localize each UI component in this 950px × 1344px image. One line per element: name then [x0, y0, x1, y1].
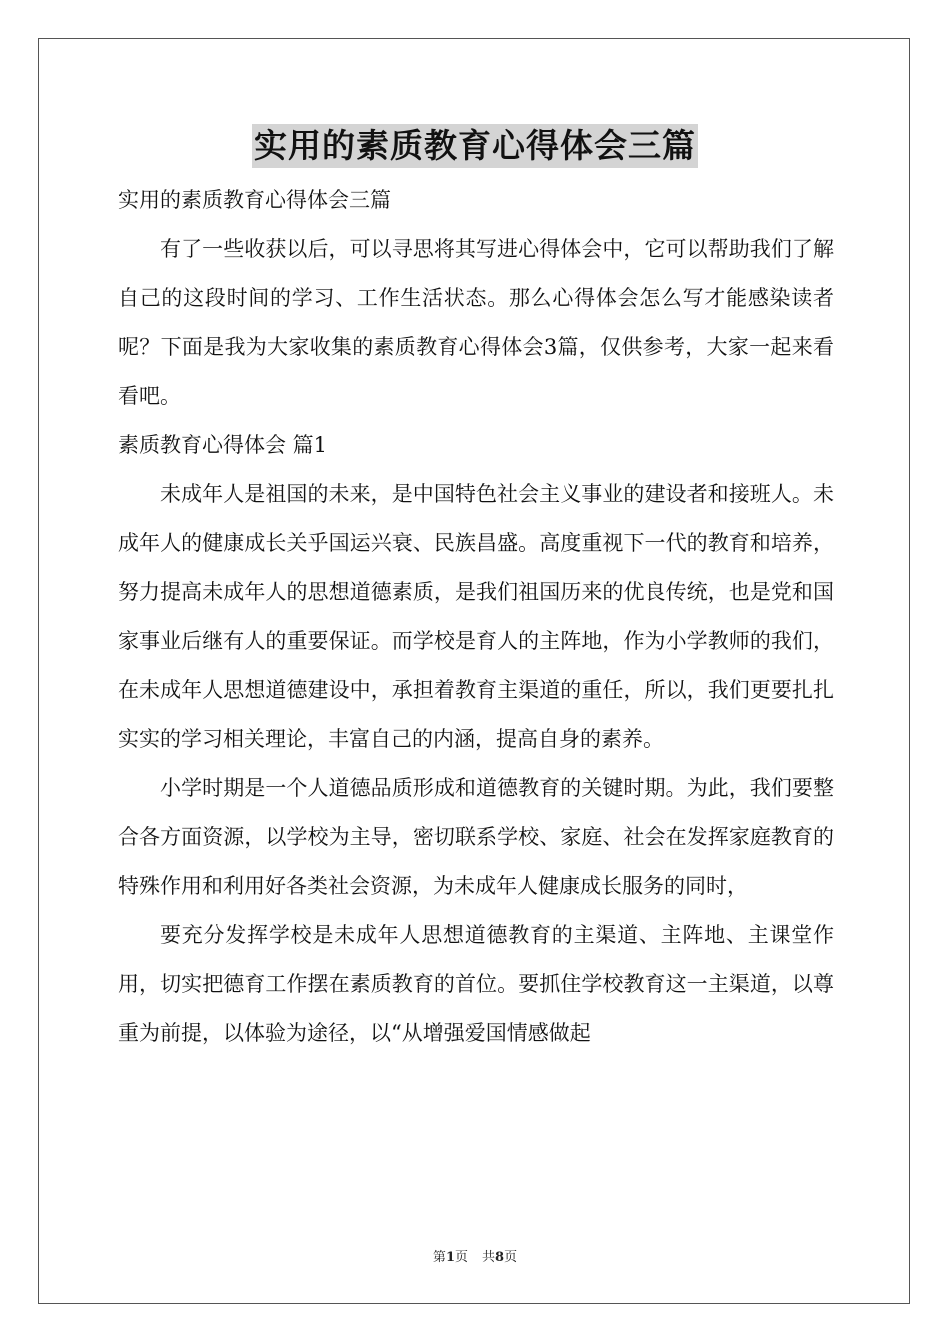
total-prefix: 共 — [482, 1250, 496, 1265]
intro-paragraph: 有了一些收获以后，可以寻思将其写进心得体会中，它可以帮助我们了解自己的这段时间的学习、工作生活状态。那么心得体会怎么写才能感染读者呢？下面是我为大家收集的素质教育心得体会3篇，仅供参考，大家一起来看看吧。 — [118, 237, 834, 408]
body-paragraph: 要充分发挥学校是未成年人思想道德教育的主渠道、主阵地、主课堂作用，切实把德育工作摆在素质教育的首位。要抓住学校教育这一主渠道，以尊重为前提，以体验为途径，以“从增强爱国情感做起 — [118, 923, 834, 1045]
body-paragraph: 小学时期是一个人道德品质形成和道德教育的关键时期。为此，我们要整合各方面资源，以学校为主导，密切联系学校、家庭、社会在发挥家庭教育的特殊作用和利用好各类社会资源，为未成年人健康成长服务的同时， — [118, 776, 834, 898]
total-unit: 页 — [504, 1250, 518, 1265]
page-prefix: 第 — [432, 1250, 446, 1265]
page-unit: 页 — [454, 1250, 468, 1265]
document-body — [118, 176, 834, 1058]
page-footer — [0, 1246, 950, 1265]
section-heading: 素质教育心得体会 篇1 — [118, 433, 328, 457]
title-area — [0, 124, 950, 168]
page-current: 1 — [445, 1250, 455, 1265]
page-total: 8 — [495, 1250, 505, 1265]
document-title: 实用的素质教育心得体会三篇 — [252, 124, 698, 168]
body-paragraph: 未成年人是祖国的未来，是中国特色社会主义事业的建设者和接班人。未成年人的健康成长关乎国运兴衰、民族昌盛。高度重视下一代的教育和培养，努力提高未成年人的思想道德素质，是我们祖国历来的优良传统，也是党和国家事业后继有人的重要保证。而学校是育人的主阵地，作为小学教师的我们，在未成年人思想道德建设中，承担着教育主渠道的重任，所以，我们更要扎扎实实的学习相关理论，丰富自己的内涵，提高自身的素养。 — [118, 482, 834, 751]
subtitle-paragraph: 实用的素质教育心得体会三篇 — [118, 188, 391, 212]
